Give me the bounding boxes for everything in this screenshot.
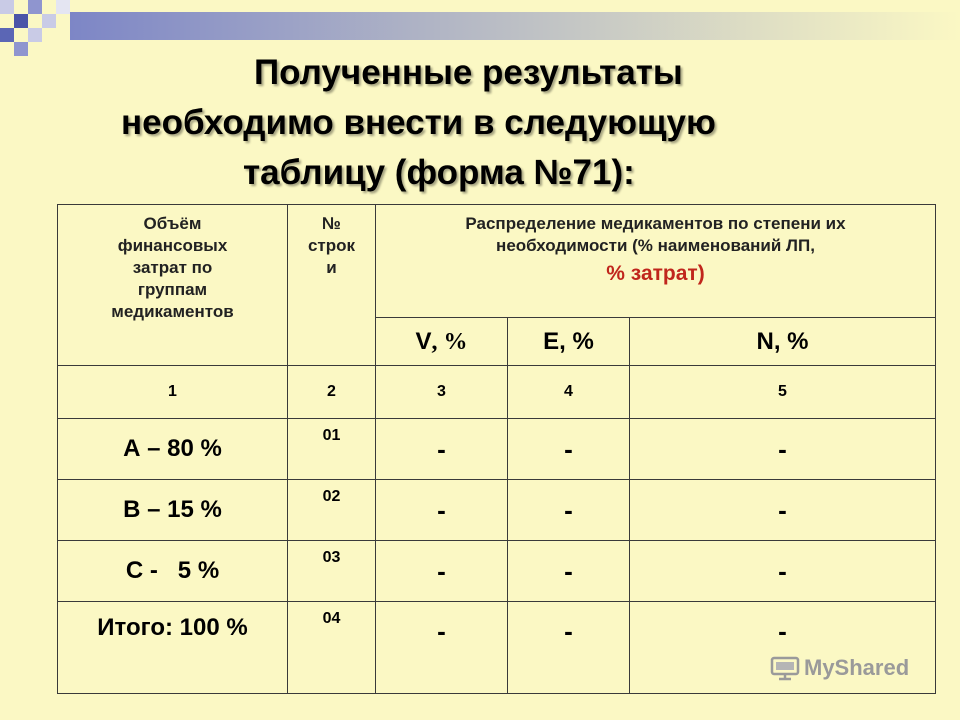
header-col1-line: затрат по	[132, 258, 213, 277]
cell-e: -	[508, 602, 630, 694]
row-code: 02	[288, 480, 376, 541]
column-numbers-row	[58, 366, 936, 419]
table-row	[58, 480, 936, 541]
watermark-text: MyShared	[804, 655, 910, 680]
header-col3-line: Распределение медикаментов по степени их	[465, 214, 846, 233]
cell-n: -	[630, 602, 936, 694]
column-number: 3	[376, 366, 508, 419]
subheader-n: N, %	[630, 318, 936, 366]
presentation-screen-icon	[770, 655, 800, 681]
subheader-v-suffix: , %	[431, 328, 468, 355]
subheader-e: Е, %	[508, 318, 630, 366]
header-col2-line: №	[322, 214, 341, 233]
header-row	[58, 205, 936, 318]
cell-e: -	[508, 541, 630, 602]
header-distribution	[376, 205, 936, 318]
title-line-3: таблицу (форма №71):	[243, 153, 635, 192]
row-code: 01	[288, 419, 376, 480]
header-col2-line: строк	[307, 236, 356, 255]
subheader-v-letter: V	[415, 327, 432, 355]
column-number: 4	[508, 366, 630, 419]
group-label: С - 5 %	[58, 541, 288, 602]
watermark	[770, 655, 909, 681]
header-col1-line: Объём	[143, 214, 202, 233]
row-code: 04	[288, 602, 376, 694]
table-row	[58, 541, 936, 602]
cell-n: -	[630, 419, 936, 480]
column-number: 2	[288, 366, 376, 419]
group-label: В – 15 %	[58, 480, 288, 541]
column-number: 1	[58, 366, 288, 419]
cell-n: -	[630, 541, 936, 602]
form-71-table	[57, 204, 936, 694]
title-line-1: Полученные результаты	[254, 53, 683, 92]
group-label: А – 80 %	[58, 419, 288, 480]
header-col2-line: и	[326, 258, 337, 277]
header-col3-line: необходимости (% наименований ЛП,	[496, 236, 815, 255]
title-line-2: необходимо внести в следующую	[121, 103, 716, 142]
cell-v: -	[376, 419, 508, 480]
cell-e: -	[508, 419, 630, 480]
cell-v: -	[376, 480, 508, 541]
cell-n: -	[630, 480, 936, 541]
cell-v: -	[376, 602, 508, 694]
cell-v: -	[376, 541, 508, 602]
header-col3-red-line: % затрат)	[606, 262, 705, 285]
row-code: 03	[288, 541, 376, 602]
header-row-number	[288, 205, 376, 366]
header-expense-groups	[58, 205, 288, 366]
header-col1-line: финансовых	[117, 236, 228, 255]
header-col1-line: группам	[137, 280, 208, 299]
column-number: 5	[630, 366, 936, 419]
table-row	[58, 419, 936, 480]
cell-e: -	[508, 480, 630, 541]
group-label: Итого: 100 %	[58, 602, 288, 694]
header-col1-line: медикаментов	[111, 302, 234, 321]
subheader-v	[376, 318, 508, 366]
